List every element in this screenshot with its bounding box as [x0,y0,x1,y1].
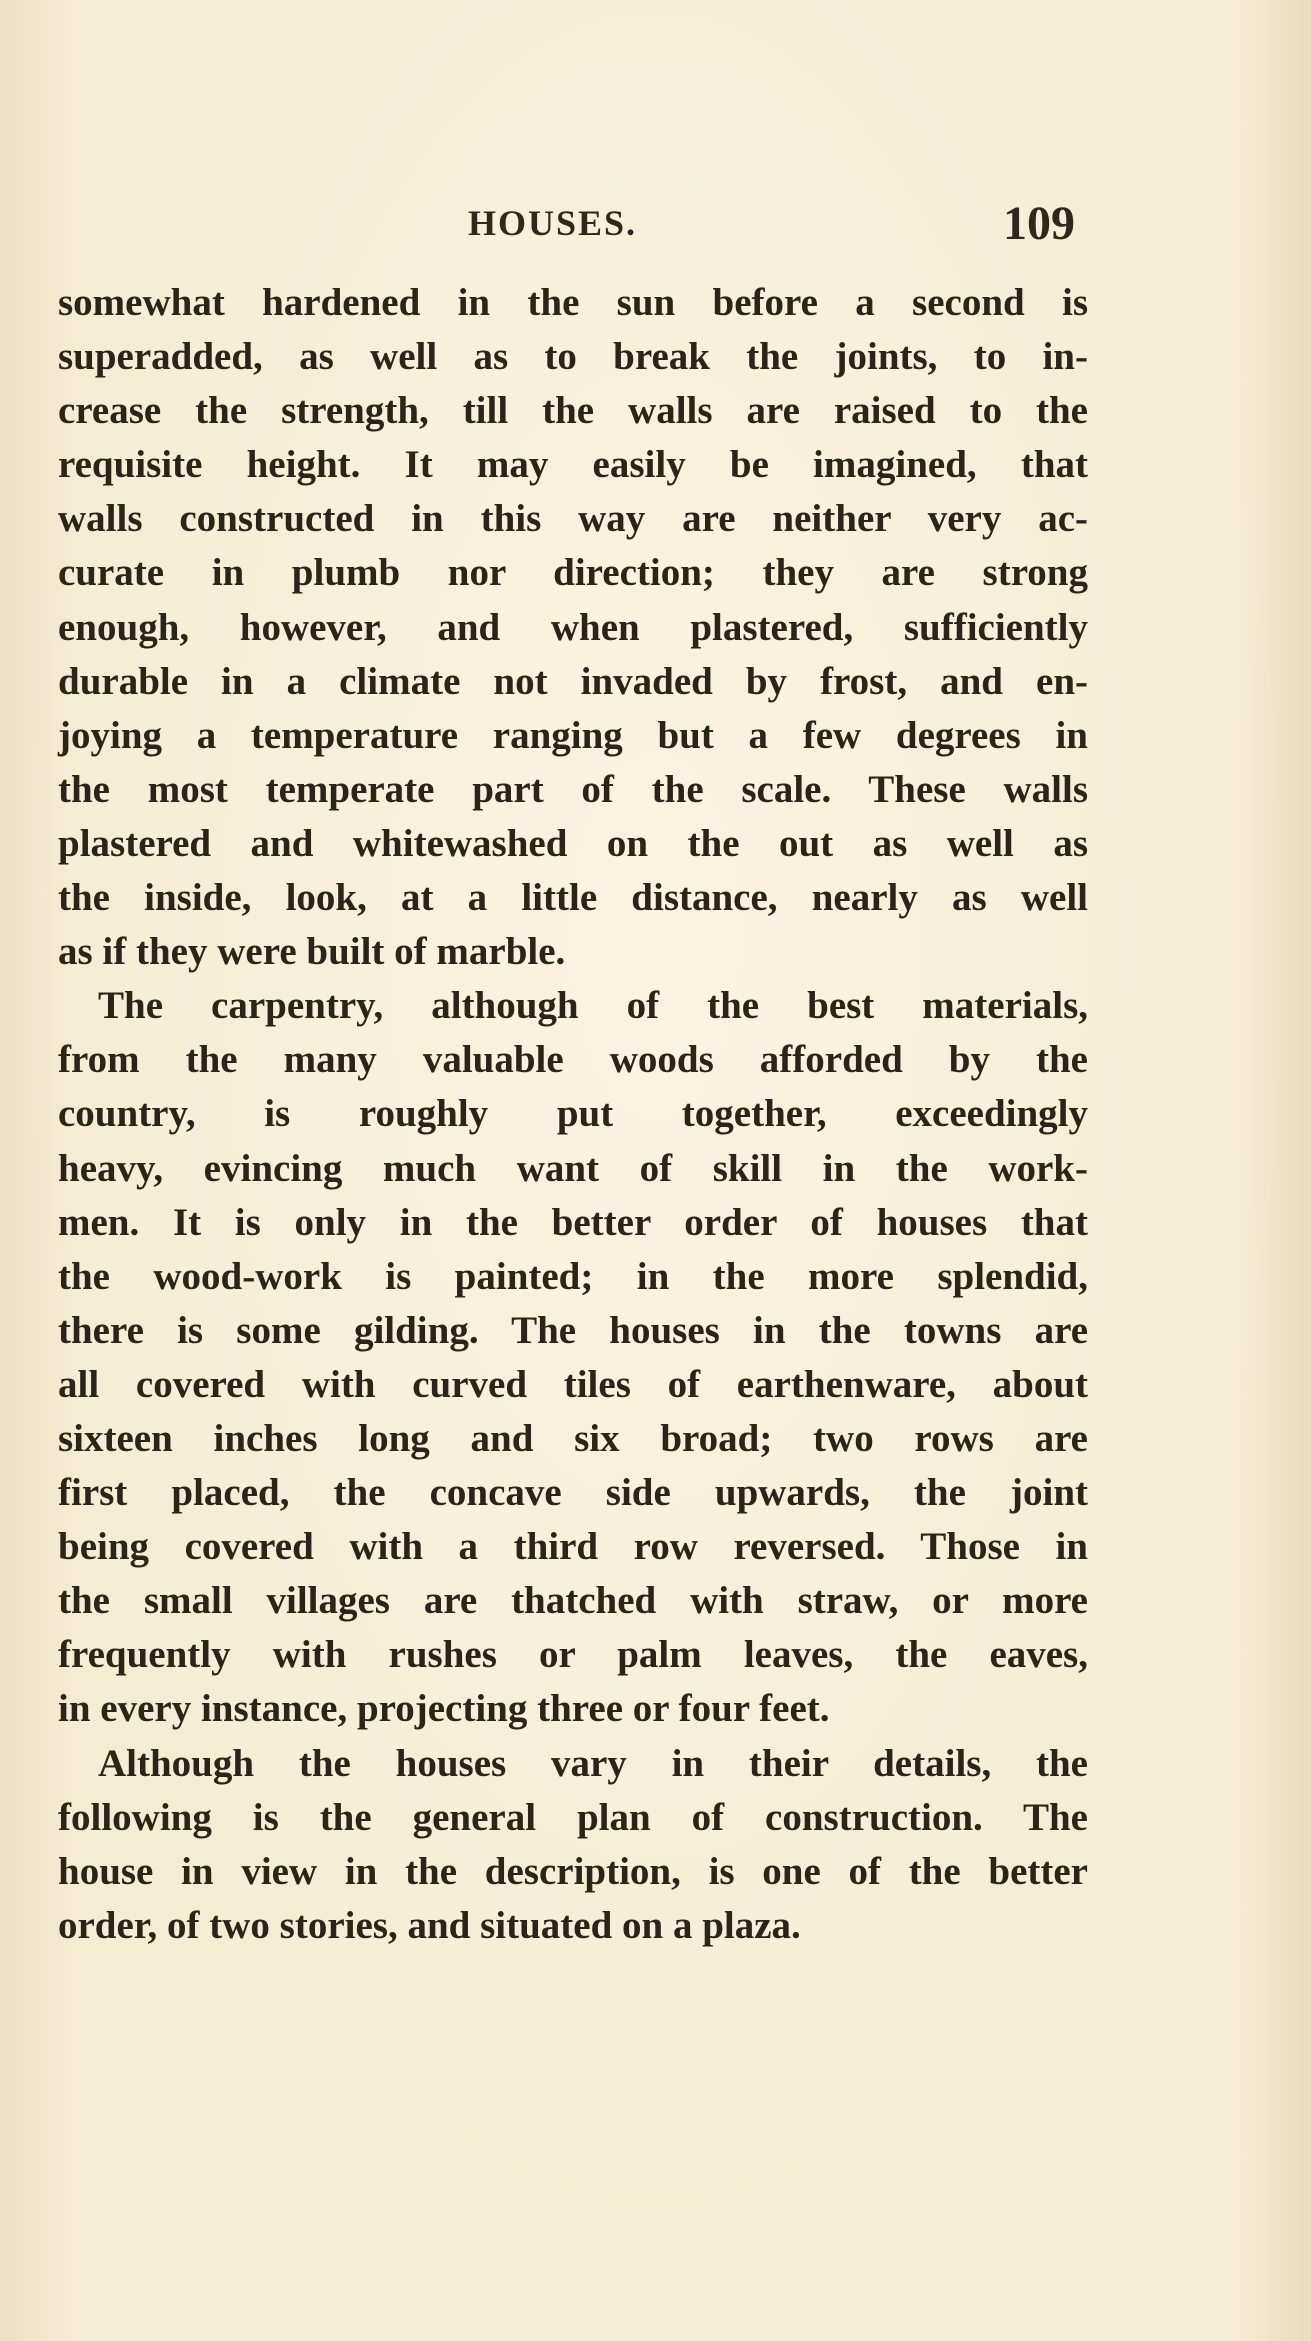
text-line: the inside, look, at a little distance, nearly as well [58,876,1088,920]
text-line: there is some gilding. The houses in the towns are [58,1308,1088,1352]
text-line: plastered and whitewashed on the out as well as [58,821,1088,865]
text-line: house in view in the description, is one of the better [58,1849,1088,1893]
text-line: the wood-work is painted; in the more splendid, [58,1254,1088,1298]
text-line: curate in plumb nor direction; they are strong [58,551,1088,595]
text-line: Although the houses vary in their details, the [98,1741,1088,1785]
text-line: requisite height. It may easily be imagined, that [58,443,1088,487]
text-line: heavy, evincing much want of skill in the work- [58,1146,1088,1190]
text-line: crease the strength, till the walls are raised to the [58,389,1088,433]
text-line: joying a temperature ranging but a few degrees in [58,713,1088,757]
text-line: order, of two stories, and situated on a plaza. [58,1903,801,1947]
text-line: being covered with a third row reversed. Those in [58,1525,1088,1569]
text-line: the most temperate part of the scale. These walls [58,767,1088,811]
running-head: HOUSES. [468,203,638,243]
text-line: superadded, as well as to break the joints, to in- [58,335,1088,379]
text-line: country, is roughly put together, exceedingly [58,1092,1088,1136]
page-number: 109 [1003,197,1075,250]
text-line: as if they were built of marble. [58,930,566,974]
text-line: frequently with rushes or palm leaves, the eaves, [58,1633,1088,1677]
text-line: durable in a climate not invaded by frost, and en- [58,659,1088,703]
text-line: The carpentry, although of the best materials, [98,984,1088,1028]
text-line: from the many valuable woods afforded by the [58,1038,1088,1082]
text-line: enough, however, and when plastered, sufficiently [58,605,1088,649]
text-line: following is the general plan of construction. The [58,1795,1088,1839]
text-line: sixteen inches long and six broad; two rows are [58,1416,1088,1460]
page-header [58,196,1098,256]
text-line: men. It is only in the better order of houses that [58,1200,1088,1244]
text-line: walls constructed in this way are neither very ac- [58,497,1088,541]
text-line: in every instance, projecting three or four feet. [58,1687,830,1731]
text-line: all covered with curved tiles of earthenware, about [58,1362,1088,1406]
text-line: somewhat hardened in the sun before a second is [58,281,1088,324]
text-line: first placed, the concave side upwards, the joint [58,1471,1088,1515]
body-text [58,276,1088,1953]
text-line: the small villages are thatched with straw, or more [58,1579,1088,1623]
